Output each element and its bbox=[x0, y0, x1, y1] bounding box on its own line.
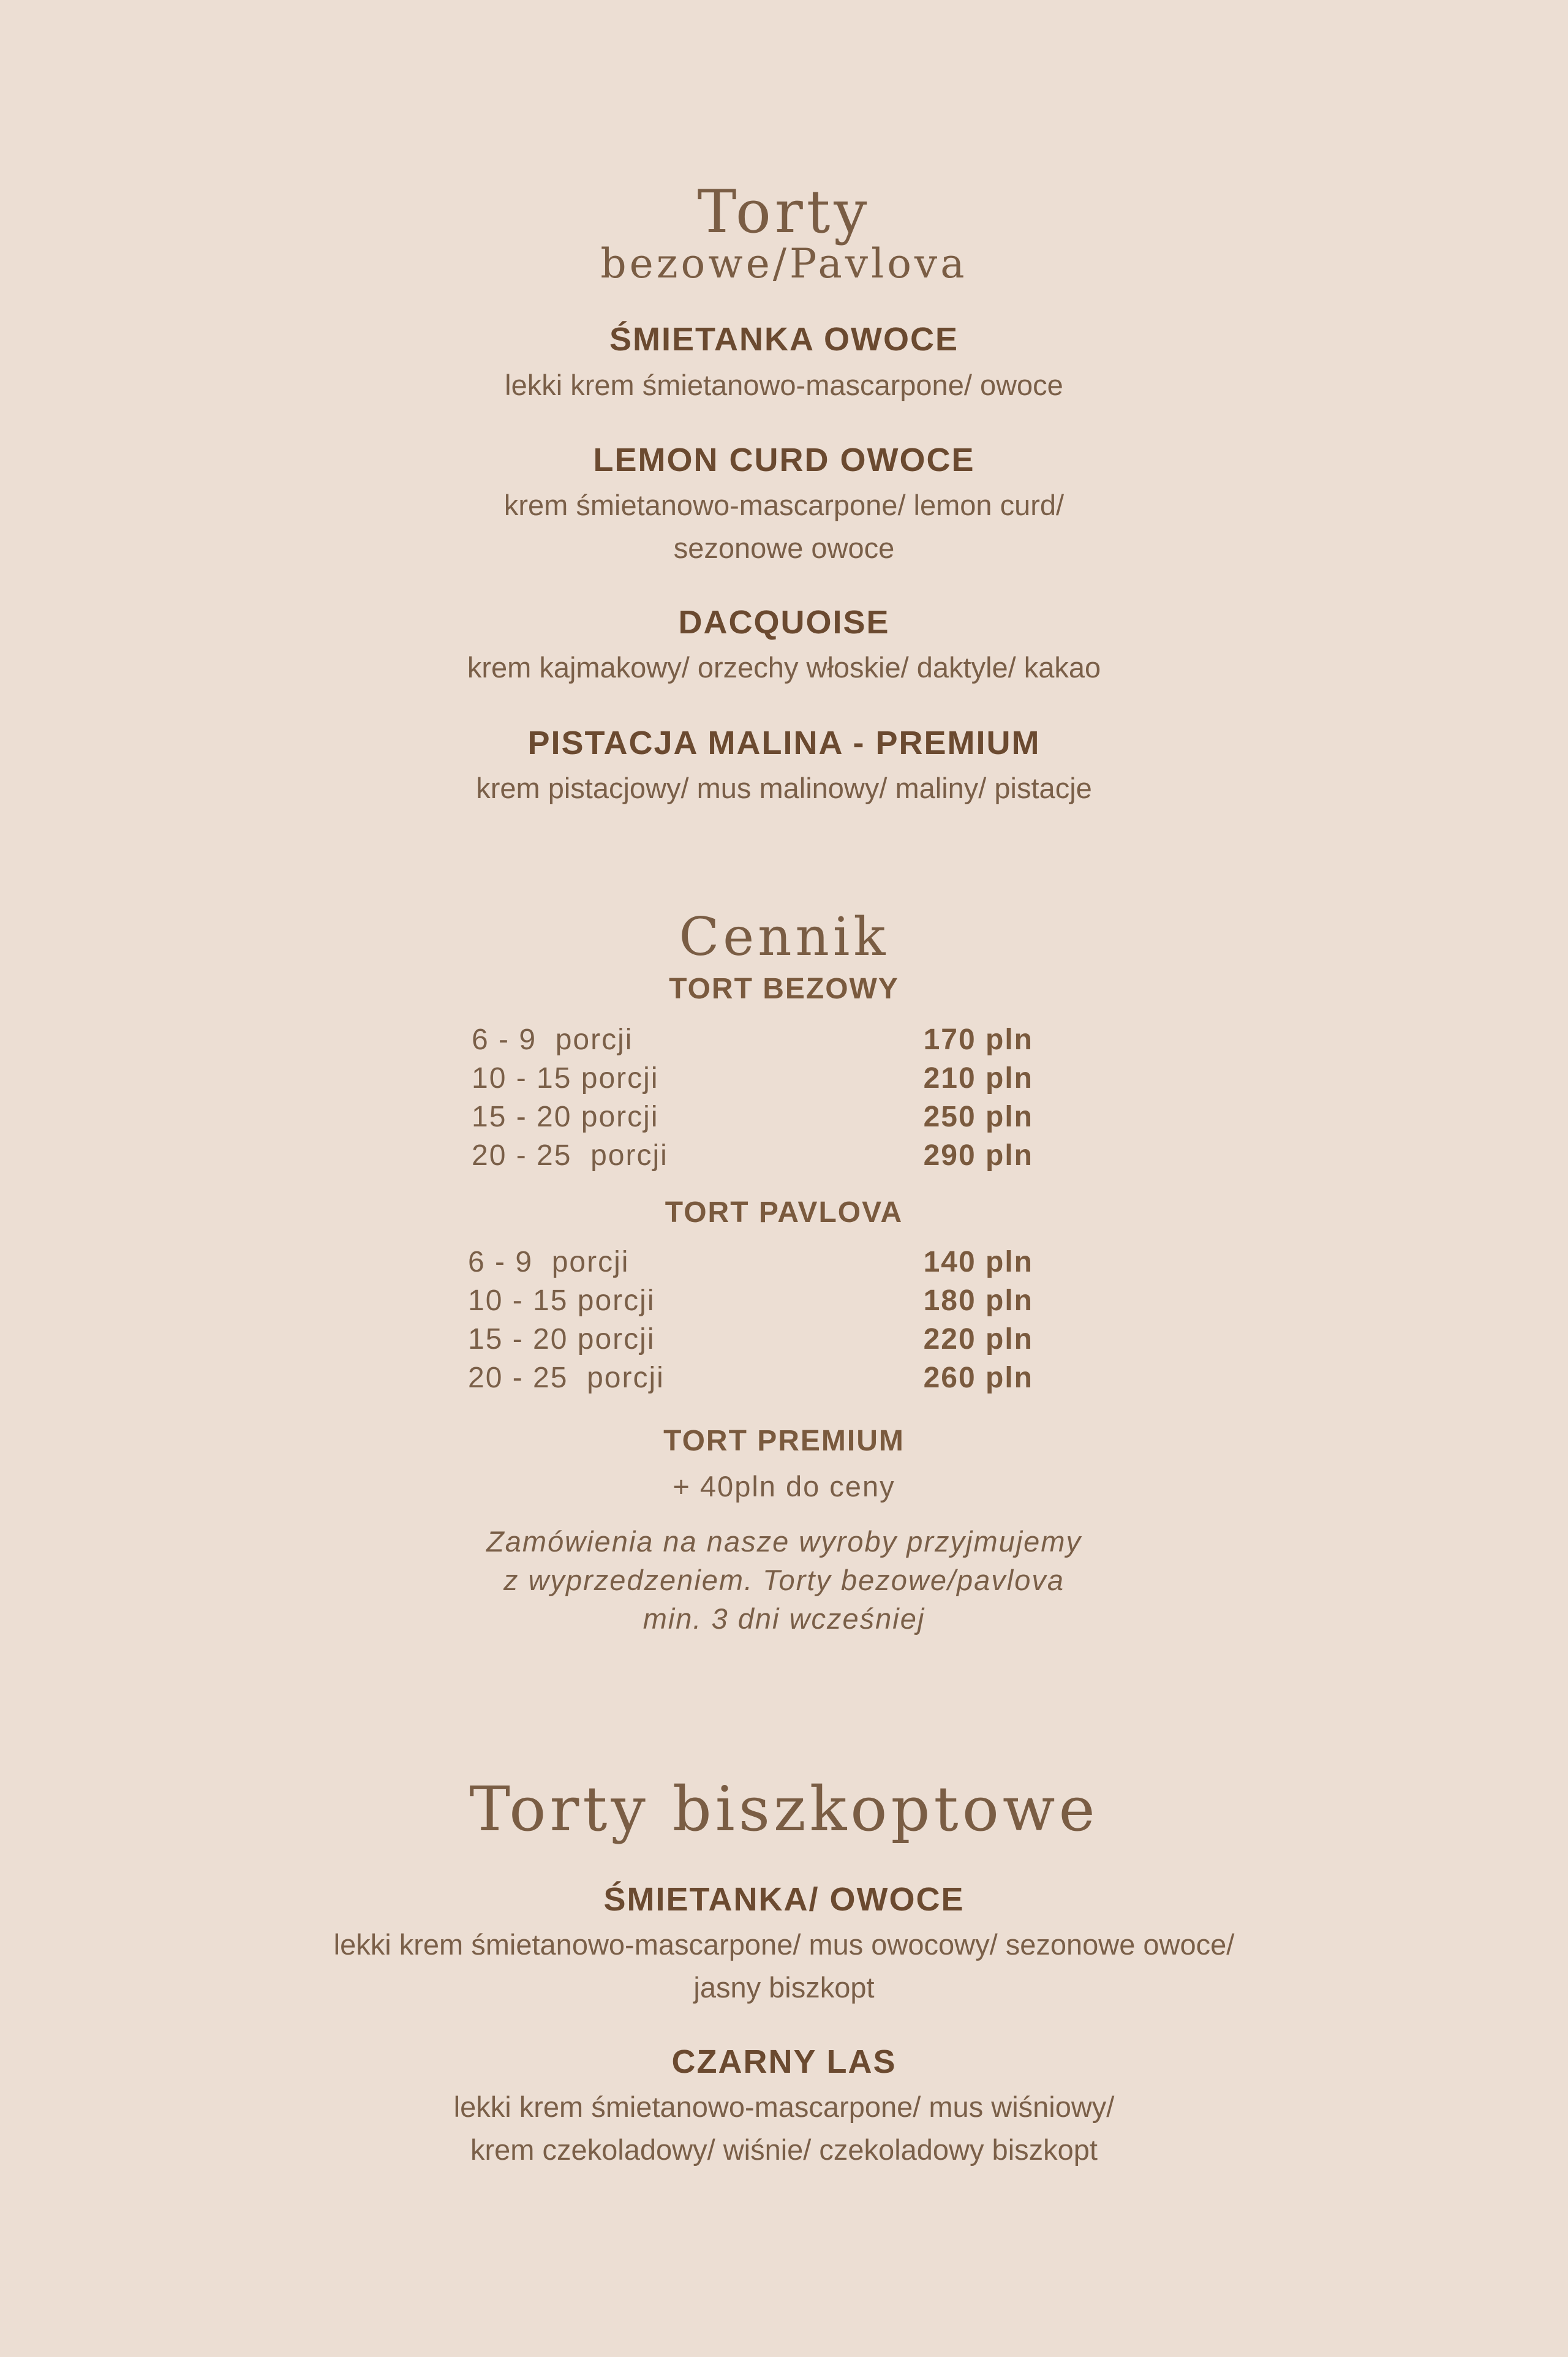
menu-item-desc: lekki krem śmietanowo-mascarpone/ owoce bbox=[505, 369, 1063, 401]
section-subtitle-meringue: bezowe/Pavlova bbox=[600, 240, 968, 287]
portion-label: 6 - 9 porcji bbox=[472, 1024, 633, 1056]
premium-text: + 40pln do ceny bbox=[673, 1470, 895, 1503]
portion-label: 20 - 25 porcji bbox=[472, 1139, 668, 1172]
price-group-heading: TORT PAVLOVA bbox=[665, 1196, 903, 1229]
menu-item-desc: lekki krem śmietanowo-mascarpone/ mus owocowy/ sezonowe owoce/ bbox=[333, 1928, 1235, 1961]
section-title-pricing: Cennik bbox=[679, 907, 889, 968]
price-row bbox=[468, 1284, 1033, 1322]
order-note-line: Zamówienia na nasze wyroby przyjmujemy bbox=[486, 1525, 1082, 1558]
price-value: 250 pln bbox=[923, 1101, 1033, 1133]
order-note-line: z wyprzedzeniem. Torty bezowe/pavlova bbox=[503, 1564, 1065, 1596]
price-row bbox=[472, 1100, 1033, 1139]
menu-item-desc: krem śmietanowo-mascarpone/ lemon curd/ bbox=[503, 489, 1065, 521]
price-group-heading: TORT BEZOWY bbox=[669, 973, 899, 1005]
price-row bbox=[468, 1245, 1033, 1284]
menu-item-name: ŚMIETANKA OWOCE bbox=[609, 321, 959, 358]
premium-heading: TORT PREMIUM bbox=[663, 1425, 905, 1457]
section-title-sponge: Torty biszkoptowe bbox=[469, 1773, 1099, 1845]
menu-item-desc: krem kajmakowy/ orzechy włoskie/ daktyle/ kakao bbox=[467, 651, 1101, 684]
price-row bbox=[472, 1023, 1033, 1062]
menu-item-desc: lekki krem śmietanowo-mascarpone/ mus wiśniowy/ bbox=[453, 2091, 1115, 2123]
portion-label: 6 - 9 porcji bbox=[468, 1246, 630, 1278]
price-value: 260 pln bbox=[923, 1362, 1033, 1394]
price-row bbox=[472, 1139, 1033, 1177]
menu-item-desc: jasny biszkopt bbox=[693, 1971, 875, 2004]
portion-label: 20 - 25 porcji bbox=[468, 1362, 665, 1394]
price-value: 140 pln bbox=[923, 1246, 1033, 1278]
menu-item-name: DACQUOISE bbox=[678, 604, 890, 641]
portion-label: 10 - 15 porcji bbox=[472, 1062, 659, 1095]
price-row bbox=[468, 1322, 1033, 1361]
menu-item-desc: sezonowe owoce bbox=[673, 532, 895, 564]
price-value: 210 pln bbox=[923, 1062, 1033, 1095]
menu-item-name: LEMON CURD OWOCE bbox=[593, 442, 975, 478]
portion-label: 10 - 15 porcji bbox=[468, 1284, 655, 1317]
order-note-line: min. 3 dni wcześniej bbox=[643, 1602, 925, 1635]
section-title-meringue: Torty bbox=[697, 178, 871, 246]
portion-label: 15 - 20 porcji bbox=[472, 1101, 659, 1133]
menu-item-name: CZARNY LAS bbox=[671, 2043, 897, 2080]
price-value: 180 pln bbox=[923, 1284, 1033, 1317]
menu-item-desc: krem pistacjowy/ mus malinowy/ maliny/ pistacje bbox=[476, 772, 1092, 804]
portion-label: 15 - 20 porcji bbox=[468, 1323, 655, 1356]
menu-item-name: PISTACJA MALINA - PREMIUM bbox=[527, 725, 1041, 761]
price-value: 170 pln bbox=[923, 1024, 1033, 1056]
menu-item-desc: krem czekoladowy/ wiśnie/ czekoladowy biszkopt bbox=[470, 2133, 1098, 2166]
menu-item-name: ŚMIETANKA/ OWOCE bbox=[603, 1881, 965, 1918]
price-value: 290 pln bbox=[923, 1139, 1033, 1172]
price-value: 220 pln bbox=[923, 1323, 1033, 1356]
price-row bbox=[472, 1062, 1033, 1100]
price-row bbox=[468, 1361, 1033, 1400]
